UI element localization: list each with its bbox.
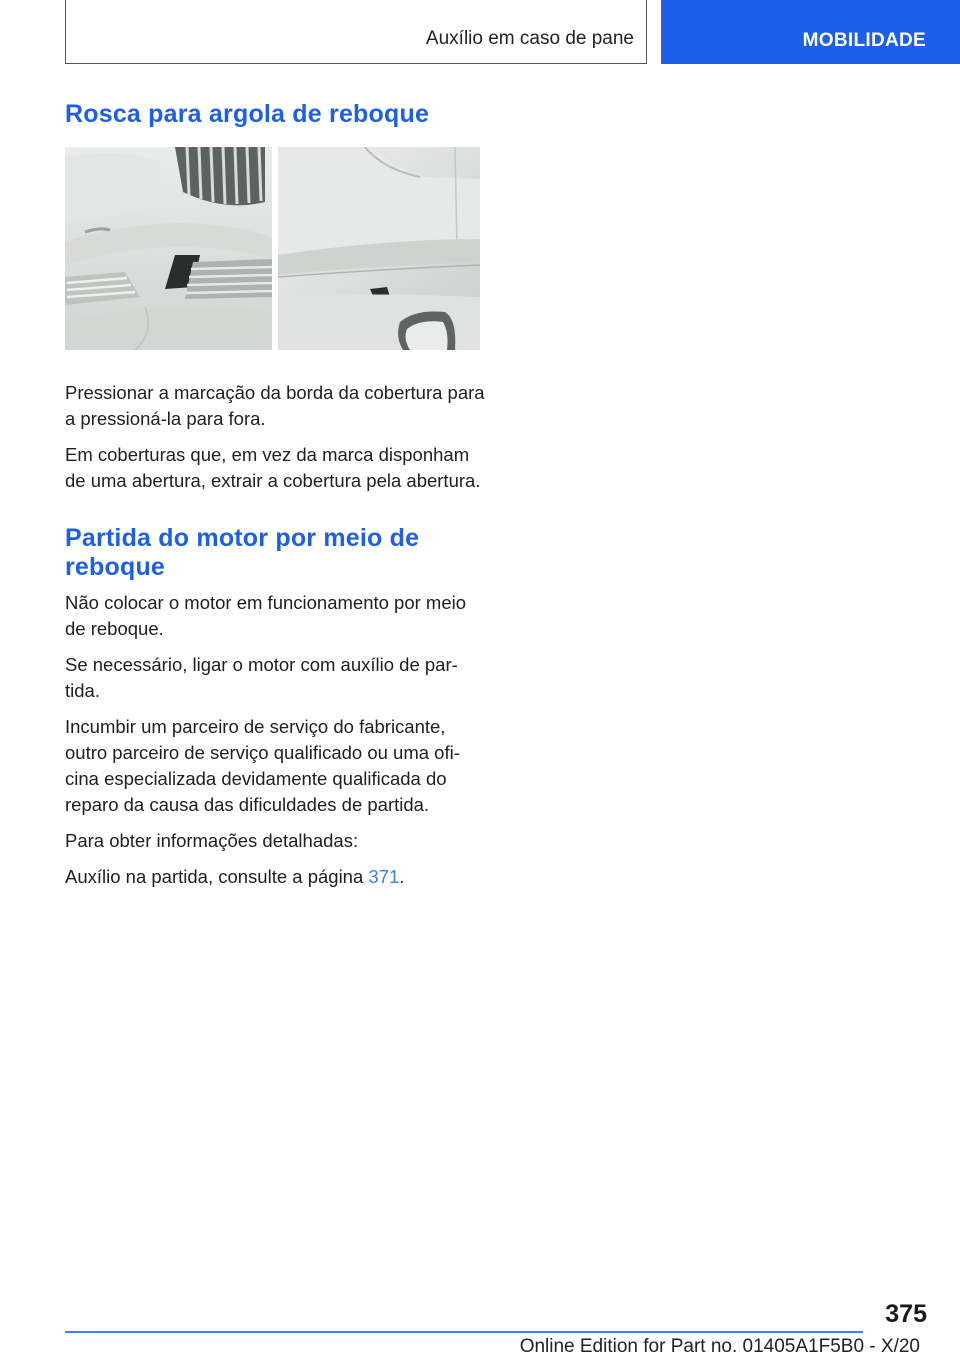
chapter-tab[interactable] [661,0,960,64]
paragraph: Incumbir um parceiro de serviço do fabricante, outro parceiro de serviço qualificado ou uma oficina especializada devidamente qualificada do reparo da causa das dificuldades de partida. [65,716,460,815]
front-bumper-panel [65,147,272,350]
paragraph: Pressionar a marcação da borda da cobertura para a pressioná-la para fora. [65,382,485,429]
page-reference-link[interactable]: 371 [368,866,400,887]
bumper-illustration [65,147,480,350]
paragraph: Não colocar o motor em funcionamento por meio de reboque. [65,592,467,639]
section-heading-tow-eye: Rosca para argola de reboque [65,100,430,128]
page-number: 375 [885,1300,927,1328]
cross-reference-text: Auxílio na partida, consulte a página [65,866,369,887]
tow-eye-figure [65,147,480,350]
cross-reference-suffix: . [399,866,405,887]
paragraph: Em coberturas que, em vez da marca disponham de uma abertura, extrair a cobertura pela abertura. [65,444,481,491]
chapter-tab-label: MOBILIDADE [802,30,926,51]
footer-divider [65,1331,863,1333]
footer-edition: Online Edition for Part no. 01405A1F5B0 - X/20 [519,1336,920,1357]
cross-reference [65,864,485,890]
paragraph: Se necessário, ligar o motor com auxílio de partida. [65,654,458,701]
main-content [65,100,485,900]
rear-bumper-panel [278,147,480,350]
paragraph: Para obter informações detalhadas: [65,830,359,851]
header-section-title: Auxílio em caso de pane [425,28,634,49]
section-heading-tow-start: Partida do motor por meio de reboque [65,524,420,581]
